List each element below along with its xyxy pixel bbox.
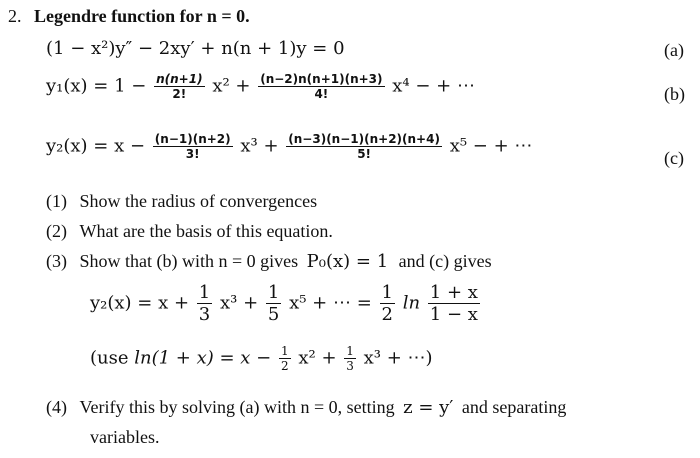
formula-y2-frac1-den: 3 [198, 304, 211, 325]
problem-title: Legendre function for n = 0. [34, 6, 250, 26]
hint-frac2 [344, 344, 356, 373]
formula-y2-frac4-num: 1 + x [429, 282, 478, 303]
equation-b-frac1-den: 2! [172, 87, 187, 101]
task-3-num: (3) [46, 251, 67, 271]
formula-y2-lhs: y₂(x) = x + [90, 292, 190, 314]
equation-b-frac1-num: n(n+1) [156, 72, 203, 86]
formula-y2-frac2 [266, 282, 281, 325]
hint-expr: ln(1 + x) = x − [134, 347, 272, 369]
hint-open: (use [90, 347, 129, 369]
task-4-text-before: Verify this by solving (a) with n = 0, setting [79, 397, 395, 417]
task-4-math: z = y′ [403, 397, 454, 418]
equation-b-frac2-den: 4! [314, 87, 329, 101]
hint-frac2-num: 1 [346, 344, 354, 358]
formula-y2-frac3-num: 1 [381, 282, 393, 303]
formula-y2-term2: x⁵ + ⋯ = [289, 292, 372, 314]
equation-c-lhs: y₂(x) = x − [46, 135, 146, 157]
task-4-num: (4) [46, 397, 67, 417]
equation-c-term1: x³ + [240, 135, 279, 157]
task-2-text: What are the basis of this equation. [79, 221, 333, 241]
equation-a-label: (a) [664, 40, 684, 60]
task-1-num: (1) [46, 191, 67, 211]
task-3 [46, 251, 492, 272]
equation-c-frac2-den: 5! [357, 147, 372, 161]
equation-b-term1: x² + [212, 75, 251, 97]
equation-c [46, 132, 532, 161]
equation-b-term2: x⁴ − + ⋯ [392, 75, 475, 97]
equation-c-frac2 [286, 132, 442, 161]
formula-y2-frac2-num: 1 [267, 282, 280, 303]
hint-frac1-num: 1 [281, 344, 289, 358]
task-3-text-before: Show that (b) with n = 0 gives [79, 251, 299, 271]
task-2-num: (2) [46, 221, 67, 241]
hint [90, 344, 433, 373]
task-1 [46, 191, 317, 212]
equation-b-frac1 [154, 72, 204, 101]
equation-c-frac1-num: (n−1)(n+2) [154, 132, 231, 146]
formula-y2-frac3-den: 2 [381, 304, 393, 325]
task-1-text: Show the radius of convergences [79, 191, 318, 211]
equation-c-frac2-num: (n−3)(n−1)(n+2)(n+4) [288, 132, 440, 146]
formula-y2 [90, 282, 482, 325]
task-2 [46, 221, 333, 242]
task-4-line2: variables. [90, 427, 160, 447]
formula-y2-ln: ln [402, 292, 421, 314]
equation-b [46, 72, 475, 101]
formula-y2-frac4-den: 1 − x [429, 304, 478, 325]
equation-c-frac1-den: 3! [185, 147, 200, 161]
equation-c-frac1 [153, 132, 233, 161]
equation-b-frac2 [258, 72, 384, 101]
formula-y2-frac2-den: 5 [267, 304, 280, 325]
hint-frac2-den: 3 [346, 359, 354, 373]
equation-c-term2: x⁵ − + ⋯ [449, 135, 533, 157]
equation-b-lhs: y₁(x) = 1 − [46, 75, 147, 97]
task-3-math: P₀(x) = 1 [306, 251, 389, 272]
formula-y2-frac1 [197, 282, 212, 325]
equation-b-label: (b) [664, 84, 685, 104]
equation-c-label: (c) [664, 148, 684, 168]
formula-y2-frac4 [428, 282, 480, 325]
hint-frac1-den: 2 [281, 359, 289, 373]
formula-y2-term1: x³ + [219, 292, 259, 314]
hint-term2: x³ + ⋯) [363, 347, 433, 369]
task-4-text-after: and separating [461, 397, 567, 417]
formula-y2-frac1-num: 1 [198, 282, 211, 303]
equation-b-frac2-num: (n−2)n(n+1)(n+3) [260, 72, 383, 86]
formula-y2-frac3 [380, 282, 395, 325]
hint-term1: x² + [298, 347, 337, 369]
equation-a: (1 − x²)y″ − 2xy′ + n(n + 1)y = 0 [46, 38, 345, 59]
problem-number: 2. [8, 6, 22, 26]
task-3-text-after: and (c) gives [398, 251, 492, 271]
hint-frac1 [279, 344, 291, 373]
task-4 [46, 397, 566, 418]
problem-header [8, 6, 250, 27]
